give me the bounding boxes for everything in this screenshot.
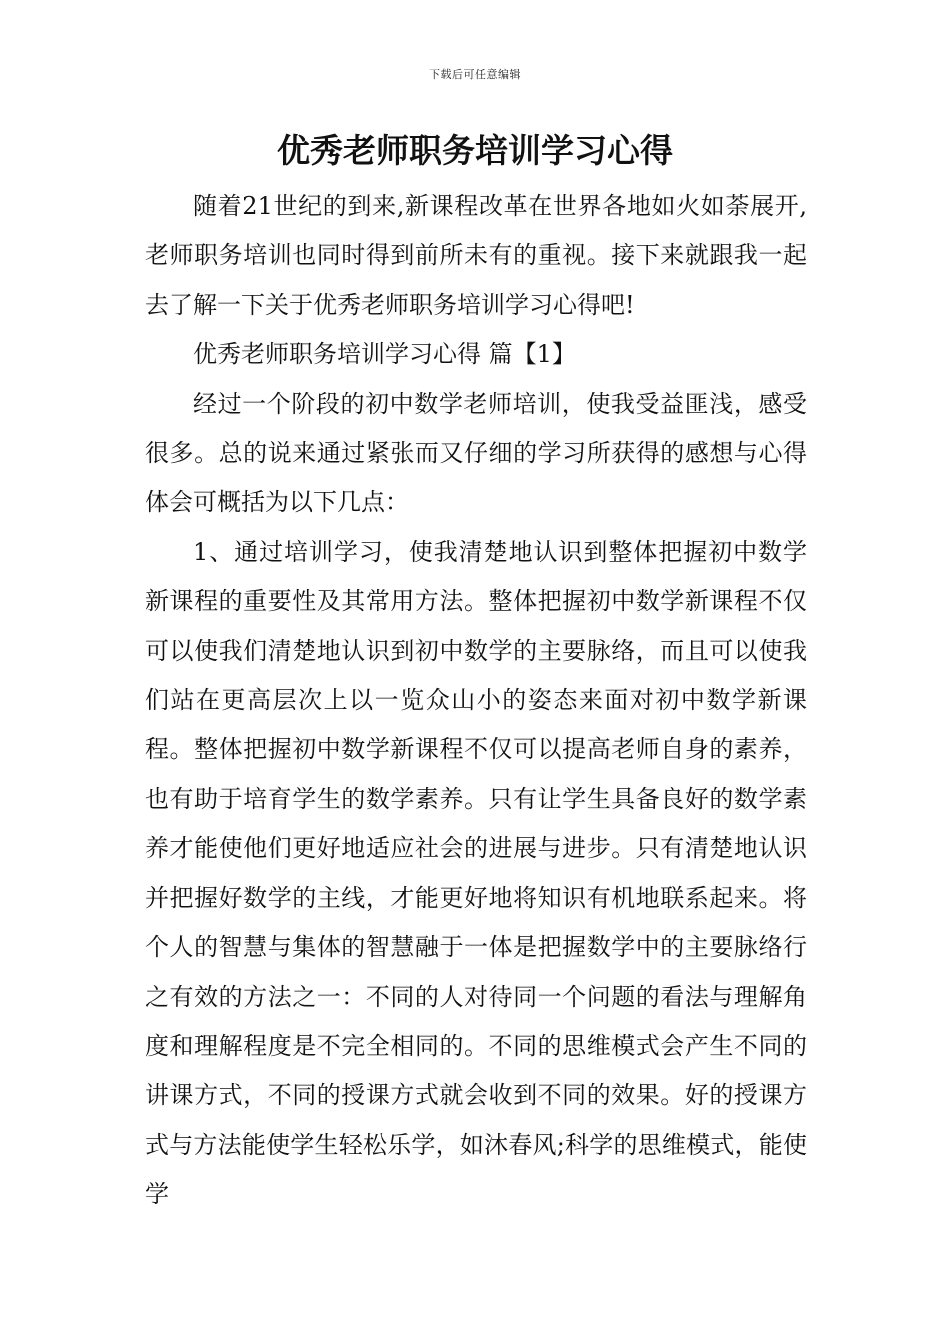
- paragraph-intro: 随着21世纪的到来,新课程改革在世界各地如火如荼展开,老师职务培训也同时得到前所未有的重视。接下来就跟我一起去了解一下关于优秀老师职务培训学习心得吧!: [145, 192, 807, 319]
- paragraph-summary: 经过一个阶段的初中数学老师培训，使我受益匪浅，感受很多。总的说来通过紧张而又仔细的学习所获得的感想与心得体会可概括为以下几点：: [145, 389, 807, 517]
- document-title: 优秀老师职务培训学习心得: [277, 131, 673, 170]
- paragraph-point-1: 1、通过培训学习，使我清楚地认识到整体把握初中数学新课程的重要性及其常用方法。整体把握初中数学新课程不仅可以使我们清楚地认识到初中数学的主要脉络，而且可以使我们站在更高层次上以一览众山小的姿态来面对初中数学新课程。整体把握初中数学新课程不仅可以提高老师自身的素养，也有助于培育学生的数学素养。只有让学生具备良好的数学素养才能使他们更好地适应社会的进展与进步。只有清楚地认识并把握好数学的主线，才能更好地将知识有机地联系起来。将个人的智慧与集体的智慧融于一体是把握数学中的主要脉络行之有效的方法之一：不同的人对待同一个问题的看法与理解角度和理解程度是不完全相同的。不同的思维模式会产生不同的讲课方式，不同的授课方式就会收到不同的效果。好的授课方式与方法能使学生轻松乐学，如沐春风;科学的思维模式，能使学: [145, 537, 807, 1209]
- section-heading: 优秀老师职务培训学习心得 篇【1】: [193, 340, 576, 369]
- header-note: 下载后可任意编辑: [429, 68, 521, 81]
- document-body: [145, 182, 807, 1220]
